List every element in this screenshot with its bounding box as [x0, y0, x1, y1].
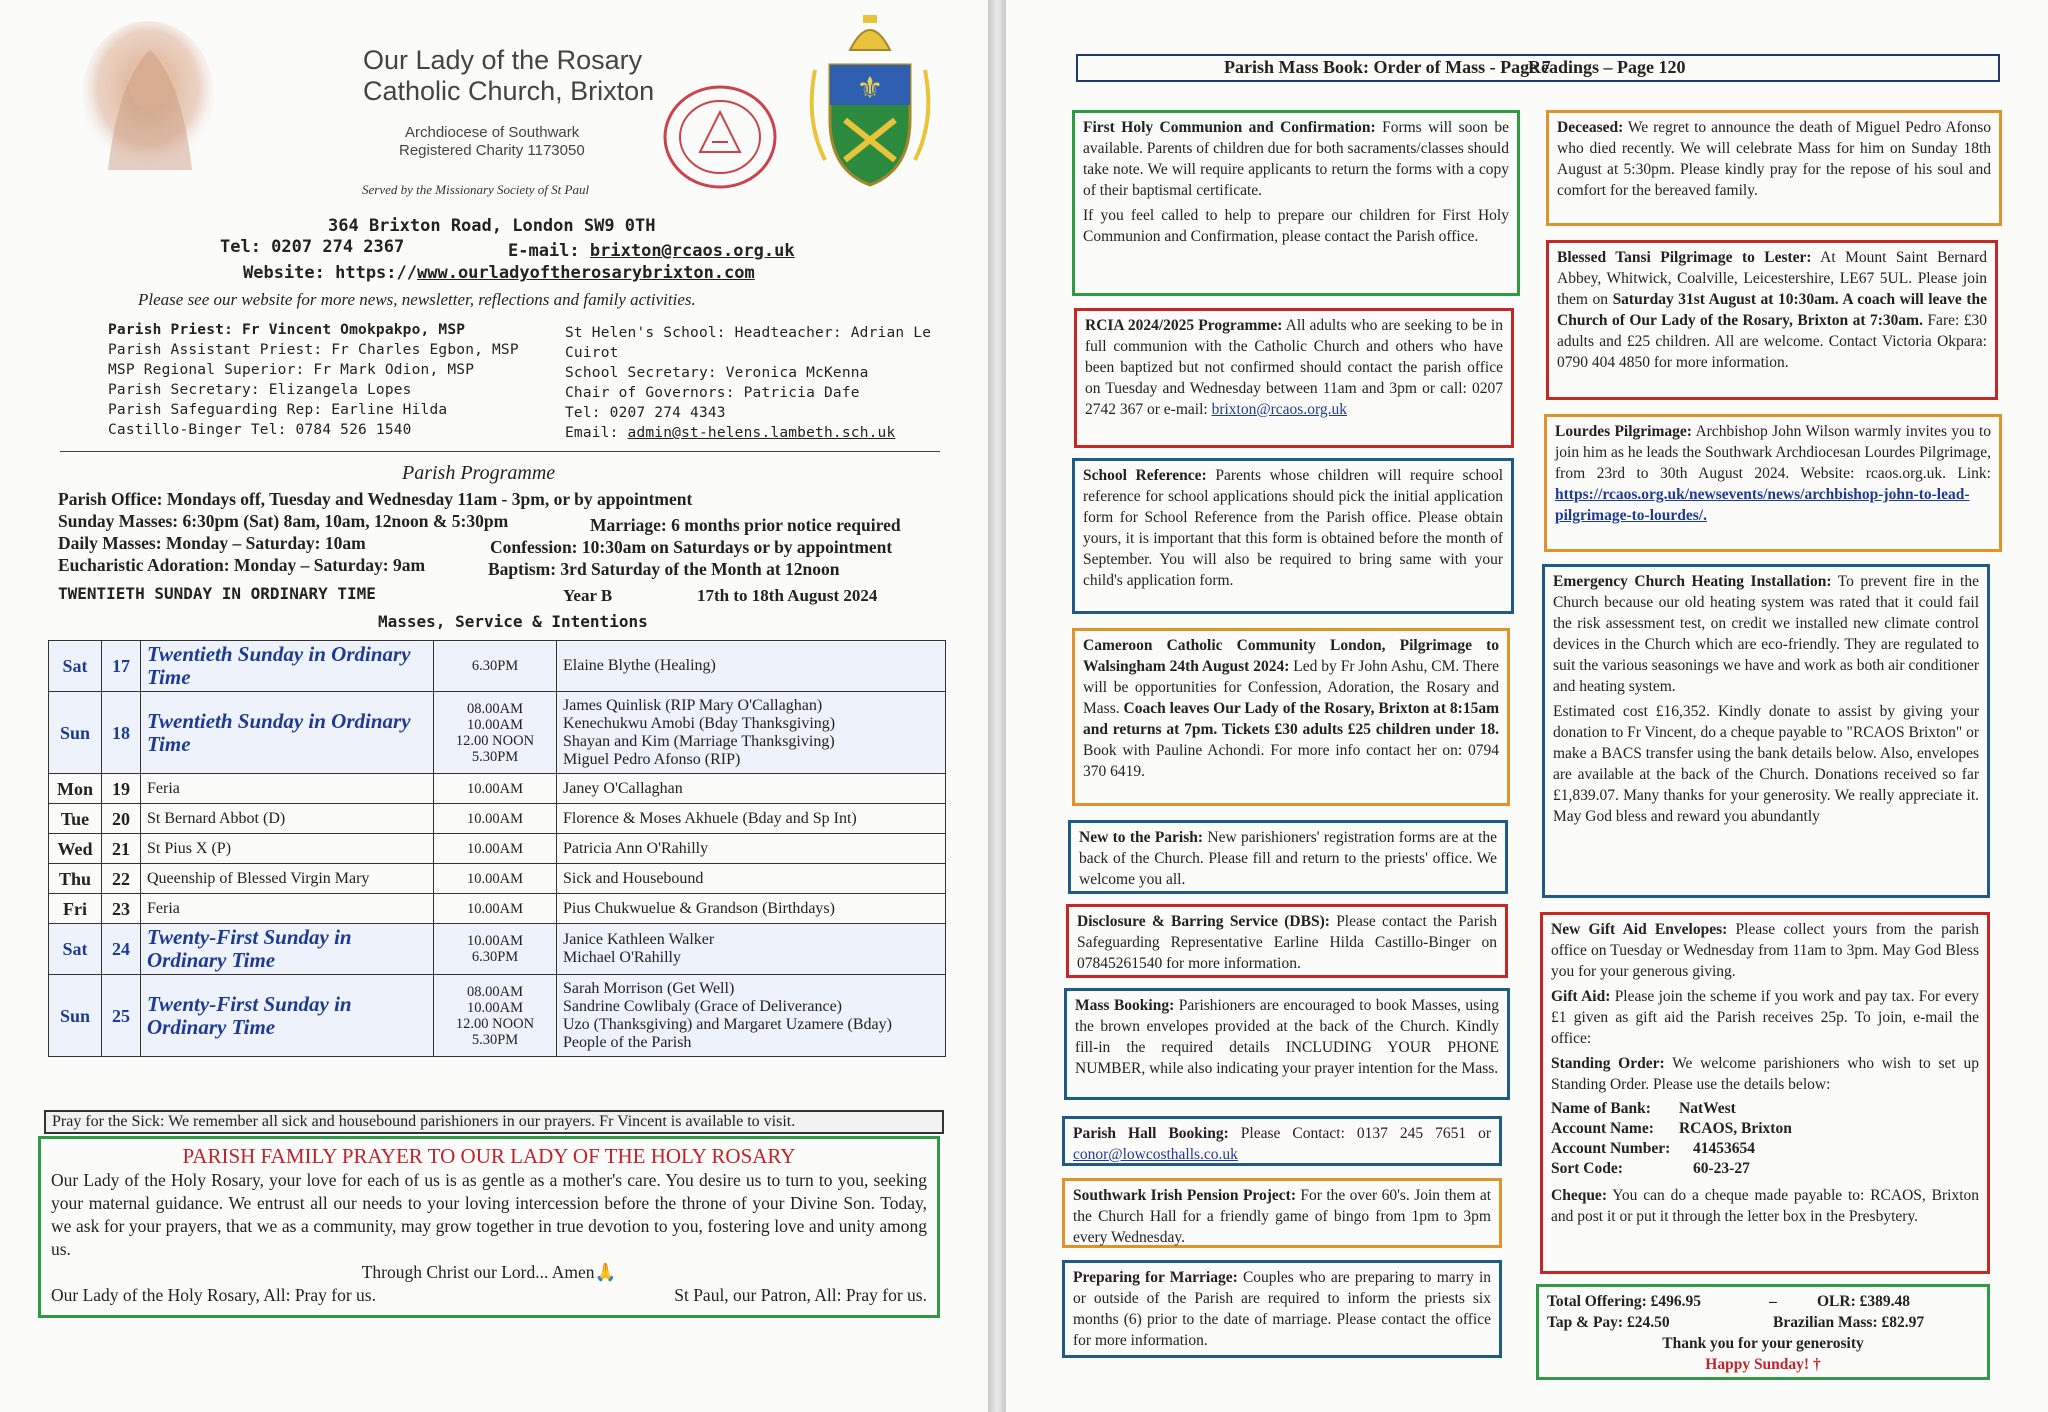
notice-text: New parishioners' registration forms are at the back of the Church. Please fill and return to the priests' office. We welcome you all. — [1079, 829, 1498, 888]
mass-intention: Kenechukwu Amobi (Bday Thanksgiving) — [563, 714, 836, 732]
notice-bold: Saturday 31st August at 10:30am. A coach will leave the Church of Our Lady of the Rosary, Brixton at 7:30am. — [1557, 291, 1987, 329]
page-gutter — [988, 0, 1006, 1412]
schedule-intentions — [557, 641, 946, 692]
mass-time: 10.00AM — [467, 840, 523, 857]
schedule-row — [49, 692, 946, 774]
schedule-times — [434, 641, 557, 692]
standing-order-title: Standing Order: — [1551, 1055, 1665, 1072]
notice-title: Lourdes Pilgrimage: — [1555, 423, 1692, 440]
notice-deceased — [1546, 110, 2002, 226]
prayer-body: Our Lady of the Holy Rosary, your love for each of us is as gentle as a mother's care. You desire us to turn to you, seeking your maternal guidance. We entrust all our needs to your loving intercession before the throne of your Divine Son. Today, we ask for your prayers, that we as a community, may grow together in true devotion to you, fostering love and unity among us. — [51, 1170, 927, 1259]
mass-schedule-table — [48, 640, 946, 1057]
email-link[interactable]: brixton@rcaos.org.uk — [589, 241, 795, 261]
response-right: St Paul, our Patron, All: Pray for us. — [674, 1285, 927, 1305]
office-hours — [58, 488, 692, 510]
notice-new-to-parish — [1068, 820, 1508, 894]
schedule-intentions — [557, 864, 946, 894]
staff-line: Parish Priest: Fr Vincent Omokpakpo, MSP — [108, 322, 466, 338]
mass-time: 10.00AM — [467, 870, 523, 887]
baptism: Baptism: 3rd Saturday of the Month at 12noon — [488, 559, 840, 579]
notice-text: At Mount Saint Bernard Abbey, Whitwick, Coalville, Leicestershire, LE67 5UL. Please join them on — [1557, 249, 1988, 308]
notice-text: Fare: £30 adults and £25 children. All are welcome. Contact Victoria Okpara: 0790 404 4850 for more information. — [1557, 312, 1987, 371]
notice-heating-installation — [1542, 564, 1990, 898]
notice-school-reference — [1072, 458, 1514, 614]
schedule-day: Sat — [49, 924, 102, 975]
notice-rcia — [1074, 308, 1514, 448]
notice-text: All adults who are seeking to be in full communion with the Catholic Church and others who have been baptized but not confirmed should contact the parish office on Tuesday and Wednesday between 11am and 3pm or call: 0207 2742 367 or e-mail: — [1085, 317, 1503, 418]
schedule-intentions — [557, 692, 946, 774]
notice-tansi-pilgrimage — [1546, 240, 1998, 400]
schedule-row — [49, 924, 946, 975]
bank-name: NatWest — [1679, 1100, 1736, 1117]
madonna-image — [78, 20, 218, 170]
mass-intention: Patricia Ann O'Rahilly — [563, 839, 709, 857]
notice-first-communion — [1072, 110, 1520, 296]
church-name-line1: Our Lady of the Rosary — [363, 45, 643, 75]
mass-time: 12.00 NOON — [455, 1015, 535, 1032]
account-number: 41453654 — [1693, 1140, 1755, 1157]
notice-text: We regret to announce the death of Miguel Pedro Afonso who died recently. We will celebrate Mass for him on Sunday 18th August at 5:30pm. Please kindly pray for the repose of his soul and comfort for the bereaved family. — [1557, 119, 1991, 199]
notice-walsingham-pilgrimage — [1072, 628, 1510, 806]
address: 364 Brixton Road, London SW9 0TH — [328, 216, 656, 236]
schedule-day: Sat — [49, 641, 102, 692]
archdiocese: Archdiocese of Southwark — [405, 124, 580, 141]
divider — [60, 451, 940, 452]
celebration-text: Twenty-First Sunday in Ordinary Time — [147, 925, 352, 972]
notice-text: Couples who are preparing to marry in or outside of the Parish are required to inform the priests six months (6) prior to the date of marriage. Please contact the office for more information. — [1073, 1269, 1491, 1349]
schedule-celebration — [141, 864, 434, 894]
mass-time: 10.00AM — [467, 900, 523, 917]
notice-gift-aid — [1540, 912, 1990, 1274]
schedule-date: 23 — [102, 894, 141, 924]
mass-time: 6.30PM — [471, 658, 519, 674]
sick-note — [44, 1110, 944, 1134]
mass-intention: Michael O'Rahilly — [563, 949, 681, 966]
brazilian-mass: Brazilian Mass: £82.97 — [1773, 1314, 1925, 1331]
msp-seal-logo — [660, 82, 780, 192]
order-of-mass: Parish Mass Book: Order of Mass - Page 7 — [1224, 57, 1551, 77]
schedule-day: Wed — [49, 834, 102, 864]
account-name-label: Account Name: — [1551, 1120, 1654, 1137]
schedule-times — [434, 692, 557, 774]
notice-text: Please Contact: 0137 245 7651 or — [1240, 1125, 1492, 1142]
left-page — [0, 0, 988, 1412]
mass-time: 5.30PM — [471, 748, 519, 765]
schedule-celebration — [141, 834, 434, 864]
celebration-text: Twentieth Sunday in Ordinary Time — [147, 642, 411, 689]
schedule-row — [49, 774, 946, 804]
schedule-day: Sun — [49, 975, 102, 1057]
sick-note-text: Pray for the Sick: We remember all sick and housebound parishioners in our prayers. Fr Vincent is available to visit. — [52, 1113, 796, 1130]
telephone: Tel: 0207 274 2367 — [220, 237, 405, 257]
schedule-day: Fri — [49, 894, 102, 924]
staff-right — [565, 323, 965, 443]
schedule-celebration — [141, 641, 434, 692]
mass-intention: Sarah Morrison (Get Well) — [563, 979, 735, 997]
schedule-row — [49, 641, 946, 692]
total-offering: Total Offering: £496.95 — [1547, 1293, 1701, 1310]
schedule-celebration — [141, 804, 434, 834]
mass-intention: Sandrine Cowlibaly (Grace of Deliverance) — [563, 997, 842, 1015]
mass-intention: Shayan and Kim (Marriage Thanksgiving) — [563, 732, 835, 750]
staff-line: St Helen's School: Headteacher: Adrian Le — [565, 325, 932, 341]
prayer-responses — [51, 1284, 927, 1307]
offering-dash: – — [1769, 1293, 1777, 1310]
served-by: Served by the Missionary Society of St Paul — [362, 182, 590, 197]
schedule-row — [49, 894, 946, 924]
schedule-times — [434, 834, 557, 864]
schedule-times — [434, 864, 557, 894]
celebration-text: Queenship of Blessed Virgin Mary — [147, 869, 370, 887]
schedule-date: 18 — [102, 692, 141, 774]
charity-number: Registered Charity 1173050 — [399, 142, 585, 159]
schedule-row — [49, 834, 946, 864]
mass-time: 10.00AM — [467, 999, 523, 1016]
school-email-row — [565, 423, 965, 443]
bank-details — [1551, 1099, 1979, 1179]
mass-intention: Sick and Housebound — [563, 869, 704, 887]
schedule-date: 17 — [102, 641, 141, 692]
notice-title: Deceased: — [1557, 119, 1624, 136]
notice-lourdes-pilgrimage — [1544, 414, 2002, 552]
prayer-title: PARISH FAMILY PRAYER TO OUR LADY OF THE HOLY ROSARY — [182, 1144, 796, 1168]
schedule-title: Masses, Service & Intentions — [378, 612, 648, 631]
mass-book-banner — [1076, 54, 2000, 82]
celebration-text: St Pius X (P) — [147, 839, 232, 857]
offering-box — [1536, 1284, 1990, 1380]
school-email-link[interactable]: admin@st-helens.lambeth.sch.uk — [627, 425, 896, 441]
olr-offering: OLR: £389.48 — [1817, 1293, 1910, 1310]
mass-time: 12.00 NOON — [455, 732, 535, 749]
hall-email-link[interactable]: conor@lowcosthalls.co.uk — [1073, 1146, 1238, 1163]
staff-line: Cuirot — [565, 345, 619, 361]
schedule-date: 21 — [102, 834, 141, 864]
schedule-intentions — [557, 774, 946, 804]
bank-name-label: Name of Bank: — [1551, 1100, 1651, 1117]
schedule-intentions — [557, 924, 946, 975]
account-name: RCAOS, Brixton — [1679, 1120, 1792, 1137]
mass-intention: Janice Kathleen Walker — [563, 931, 715, 948]
website-label: Website: https:// — [243, 263, 417, 283]
office-hours-text: Parish Office: Mondays off, Tuesday and Wednesday 11am - 3pm, or by appointment — [58, 489, 693, 509]
confession: Confession: 10:30am on Saturdays or by appointment — [490, 537, 893, 557]
notice-text: Archbishop John Wilson warmly invites you to join him as he leads the Southwark Archdiocesan Lourdes Pilgrimage, from 23rd to 30th August 2024. Website: rcaos.org.uk. Link: — [1555, 423, 1992, 482]
schedule-times — [434, 975, 557, 1057]
schedule-times — [434, 804, 557, 834]
mass-intention: Pius Chukwuelue & Grandson (Birthdays) — [563, 899, 835, 917]
sunday-masses: Sunday Masses: 6:30pm (Sat) 8am, 10am, 12noon & 5:30pm — [58, 511, 509, 531]
staff-line: Parish Safeguarding Rep: Earline Hilda — [108, 402, 448, 418]
standing-order-text: We welcome parishioners who wish to set up Standing Order. Please use the details below: — [1551, 1055, 1979, 1093]
email-row — [508, 240, 795, 262]
schedule-day: Thu — [49, 864, 102, 894]
notice-title: Blessed Tansi Pilgrimage to Lester: — [1557, 249, 1812, 266]
mass-time: 5.30PM — [471, 1031, 519, 1048]
notice-title: School Reference: — [1083, 467, 1207, 484]
notice-bold: Coach leaves Our Lady of the Rosary, Brixton at 8:15am and returns at 7pm. Tickets £30 adults £25 children under 18. — [1083, 700, 1499, 738]
notice-text: Please contact the Parish Safeguarding Representative Earline Hilda Castillo-Binger on 07845261540 for more information. — [1077, 913, 1498, 972]
tap-and-pay: Tap & Pay: £24.50 — [1547, 1314, 1670, 1331]
church-name-line2: Catholic Church, Brixton — [363, 76, 655, 106]
notice-text: Parishioners are encouraged to book Masses, using the brown envelopes provided at the back of the Church. Kindly fill-in the required details INCLUDING YOUR PHONE NUMBER, while also indicating your prayer intention for the Mass. — [1075, 997, 1500, 1077]
archdiocese-coat-of-arms — [805, 10, 935, 190]
schedule-row — [49, 804, 946, 834]
notice-text: For the over 60's. Join them at the Church Hall for a friendly game of bingo from 1pm to 3pm every Wednesday. — [1073, 1187, 1492, 1246]
schedule-intentions — [557, 804, 946, 834]
schedule-row — [49, 975, 946, 1057]
schedule-day: Mon — [49, 774, 102, 804]
staff-line: MSP Regional Superior: Fr Mark Odion, MSP — [108, 362, 475, 378]
schedule-date: 19 — [102, 774, 141, 804]
tagline: Please see our website for more news, newsletter, reflections and family activities. — [138, 290, 696, 309]
mass-time: 10.00AM — [467, 716, 523, 733]
notice-title: Disclosure & Barring Service (DBS): — [1077, 913, 1330, 930]
mass-time: 08.00AM — [467, 700, 523, 717]
notice-title: New to the Parish: — [1079, 829, 1204, 846]
notice-irish-pension — [1062, 1178, 1502, 1248]
schedule-date: 22 — [102, 864, 141, 894]
celebration-text: Twenty-First Sunday in Ordinary Time — [147, 991, 352, 1039]
happy-sunday: Happy Sunday! † — [1705, 1356, 1821, 1373]
notice-text: If you feel called to help to prepare our children for First Holy Communion and Confirmation, please contact the Parish office. — [1083, 207, 1509, 245]
email-label: E-mail: — [508, 241, 580, 261]
notice-title: Parish Hall Booking: — [1073, 1125, 1229, 1142]
parish-prayer-box — [38, 1136, 940, 1318]
mass-intention: Uzo (Thanksgiving) and Margaret Uzamere (Bday) — [563, 1015, 892, 1033]
sort-code-label: Sort Code: — [1551, 1160, 1623, 1177]
staff-line: Castillo-Binger Tel: 0784 526 1540 — [108, 422, 412, 438]
notice-text: Book with Pauline Achondi. For more info contact her on: 0794 370 6419. — [1083, 742, 1499, 780]
schedule-celebration — [141, 774, 434, 804]
notice-title: First Holy Communion and Confirmation: — [1083, 119, 1376, 136]
prayer-closing: Through Christ our Lord... Amen🙏 — [361, 1262, 617, 1282]
celebration-text: Twentieth Sunday in Ordinary Time — [147, 708, 411, 756]
website-row — [243, 262, 755, 284]
schedule-celebration — [141, 692, 434, 774]
schedule-date: 24 — [102, 924, 141, 975]
svg-text:⚜: ⚜ — [856, 71, 884, 106]
schedule-row — [49, 864, 946, 894]
celebration-text: Feria — [147, 899, 180, 917]
lourdes-link[interactable]: https://rcaos.org.uk/newsevents/news/archbishop-john-to-lead-pilgrimage-to-lourdes/. — [1555, 486, 1970, 524]
schedule-intentions — [557, 975, 946, 1057]
notice-title: Cameroon Catholic Community London, Pilgrimage to Walsingham 24th August 2024: — [1083, 637, 1499, 675]
staff-line: Parish Secretary: Elizangela Lopes — [108, 382, 412, 398]
schedule-celebration — [141, 924, 434, 975]
mass-intention: Elaine Blythe (Healing) — [563, 657, 716, 674]
schedule-day: Sun — [49, 692, 102, 774]
notice-title: Emergency Church Heating Installation: — [1553, 573, 1832, 590]
notice-hall-booking — [1062, 1116, 1502, 1166]
school-email-label: Email: — [565, 425, 628, 441]
adoration: Eucharistic Adoration: Monday – Saturday: 9am — [58, 555, 426, 575]
notice-text: Led by Fr John Ashu, CM. There will be opportunities for Confession, Adoration, the Rosary and Mass. — [1083, 658, 1499, 717]
staff-left — [108, 320, 548, 440]
notice-dbs — [1066, 904, 1508, 978]
thank-you: Thank you for your generosity — [1662, 1335, 1864, 1352]
staff-line: School Secretary: Veronica McKenna — [565, 365, 869, 381]
cheque-title: Cheque: — [1551, 1187, 1607, 1204]
mass-time: 6.30PM — [471, 949, 519, 965]
notice-title: Preparing for Marriage: — [1073, 1269, 1238, 1286]
schedule-times — [434, 894, 557, 924]
daily-masses: Daily Masses: Monday – Saturday: 10am — [58, 533, 366, 553]
right-page — [1006, 0, 2048, 1412]
celebration-text: St Bernard Abbot (D) — [147, 809, 286, 827]
liturgical-year: Year B — [563, 586, 613, 605]
mass-time: 10.00AM — [467, 933, 523, 949]
notice-title: Southwark Irish Pension Project: — [1073, 1187, 1297, 1204]
notice-title: New Gift Aid Envelopes: — [1551, 921, 1728, 938]
week-dates: 17th to 18th August 2024 — [697, 586, 878, 605]
notice-text: Estimated cost £16,352. Kindly donate to assist by giving your donation to Fr Vincent, do a cheque payable to "RCAOS Brixton" or make a BACS transfer using the bank details below. Also, envelopes are available at the back of the Church. Donations received so far £1,839.07. Many thanks for your generosity. We really appreciate it. May God bless and reward you abundantly — [1553, 703, 1979, 825]
schedule-intentions — [557, 894, 946, 924]
notice-text: Forms will soon be available. Parents of children due for both sacraments/classes should take note. We will require applicants to return the forms with a copy of their baptismal certificate. — [1083, 119, 1509, 199]
schedule-day: Tue — [49, 804, 102, 834]
programme-title: Parish Programme — [402, 462, 556, 484]
notice-text: Parents whose children will require school reference for school applications should pick the initial application form for School Reference from the Parish office. Please obtain yours, it is important that this form is obtained before the month of September. You will also be required to bring same with your child's application form. — [1083, 467, 1504, 589]
mass-intention: Miguel Pedro Afonso (RIP) — [563, 750, 741, 768]
mass-intention: Janey O'Callaghan — [563, 779, 683, 797]
notice-mass-booking — [1064, 988, 1510, 1100]
account-number-label: Account Number: — [1551, 1140, 1671, 1157]
notice-text: To prevent fire in the Church because our old heating system was rated that it could fail the risk assessment test, on credit we installed new climate control devices in the Church which are eco-friendly. They are regulated to suit the various seasonings we have and work as both air conditioner and heating system. — [1553, 573, 1979, 695]
schedule-times — [434, 924, 557, 975]
response-left: Our Lady of the Holy Rosary, All: Pray for us. — [51, 1285, 376, 1305]
schedule-intentions — [557, 834, 946, 864]
sort-code: 60-23-27 — [1693, 1160, 1750, 1177]
celebration-text: Feria — [147, 779, 180, 797]
notice-marriage-prep — [1062, 1260, 1502, 1358]
website-link[interactable]: www.ourladyoftherosarybrixton.com — [417, 263, 755, 283]
mass-time: 08.00AM — [467, 983, 523, 1000]
staff-line: Chair of Governors: Patricia Dafe — [565, 385, 860, 401]
mass-intention: People of the Parish — [563, 1033, 692, 1051]
gift-aid-title: Gift Aid: — [1551, 988, 1611, 1005]
mass-time: 10.00AM — [467, 780, 523, 797]
mass-intention: James Quinlisk (RIP Mary O'Callaghan) — [563, 696, 823, 714]
gift-aid-text: Please join the scheme if you work and pay tax. For every £1 given as gift aid the Parish receives 25p. To join, e-mail the office: — [1551, 988, 1979, 1047]
schedule-date: 25 — [102, 975, 141, 1057]
schedule-times — [434, 774, 557, 804]
notice-text: Please collect yours from the parish office on Tuesday or Wednesday from 11am to 3pm. May God Bless you for your generous giving. — [1551, 921, 1980, 980]
sunday-title: TWENTIETH SUNDAY IN ORDINARY TIME — [58, 584, 376, 603]
cheque-text: You can do a cheque made payable to: RCAOS, Brixton and post it or put it through the letter box in the Presbytery. — [1551, 1187, 1979, 1225]
marriage-notice: Marriage: 6 months prior notice required — [590, 515, 901, 535]
staff-line: Tel: 0207 274 4343 — [565, 405, 726, 421]
notice-title: RCIA 2024/2025 Programme: — [1085, 317, 1283, 334]
schedule-celebration — [141, 975, 434, 1057]
schedule-date: 20 — [102, 804, 141, 834]
mass-intention: Florence & Moses Akhuele (Bday and Sp Int) — [563, 809, 857, 827]
staff-line: Parish Assistant Priest: Fr Charles Egbon, MSP — [108, 342, 519, 358]
schedule-celebration — [141, 894, 434, 924]
notice-title: Mass Booking: — [1075, 997, 1175, 1014]
rcia-email-link[interactable]: brixton@rcaos.org.uk — [1211, 401, 1347, 418]
readings-page: Readings – Page 120 — [1528, 57, 1686, 77]
mass-time: 10.00AM — [467, 810, 523, 827]
